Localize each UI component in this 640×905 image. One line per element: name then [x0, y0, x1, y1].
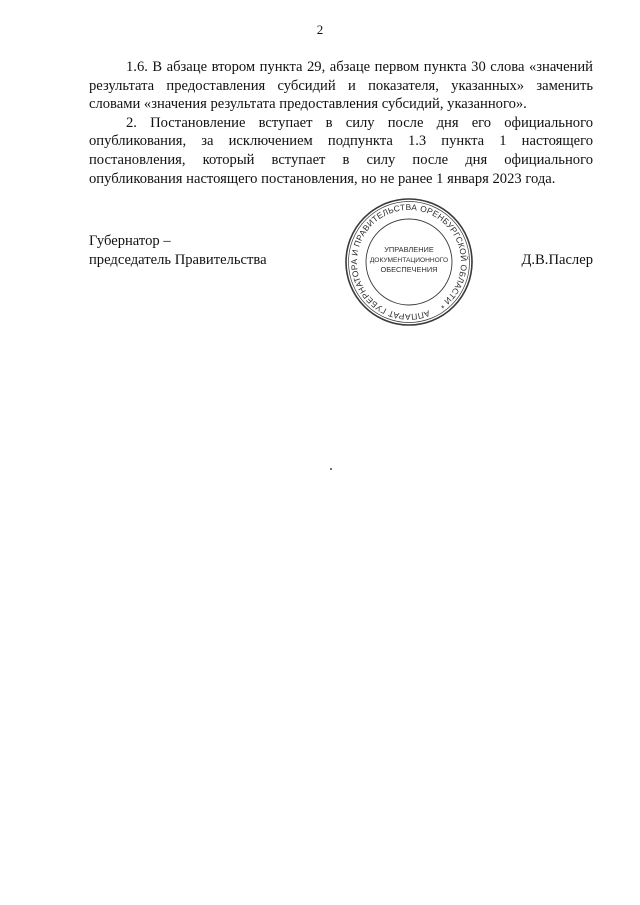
signatory-title-line-2: председатель Правительства [89, 251, 267, 268]
document-body [89, 58, 593, 188]
seal-center-line-2: ДОКУМЕНТАЦИОННОГО [369, 257, 449, 264]
paragraph-1-6: 1.6. В абзаце втором пункта 29, абзаце первом пункта 30 слова «значений результата предоставления субсидий и показателя, указанных» заменить словами «значения результата предоставления субсидий, указанного». [89, 59, 593, 113]
seal-ring-text: АППАРАТ ГУБЕРНАТОРА И ПРАВИТЕЛЬСТВА ОРЕНБУРГСКОЙ ОБЛАСТИ * [348, 201, 470, 323]
signatory-name: Д.В.Паслер [521, 252, 593, 268]
page-number: 2 [316, 22, 324, 37]
signatory-title-line-1: Губернатор – [89, 233, 171, 249]
signatory-title [89, 232, 267, 269]
official-seal [344, 196, 474, 328]
seal-center-line-1: УПРАВЛЕНИЕ [384, 245, 434, 254]
seal-center-line-3: ОБЕСПЕЧЕНИЯ [380, 265, 438, 274]
scan-speck [330, 468, 332, 470]
paragraph-2: 2. Постановление вступает в силу после дня его официального опубликования, за исключением подпункта 1.3 пункта 1 настоящего постановления, который вступает в силу после дня официального опубликования настоящего постановления, но не ранее 1 января 2023 года. [89, 114, 593, 187]
